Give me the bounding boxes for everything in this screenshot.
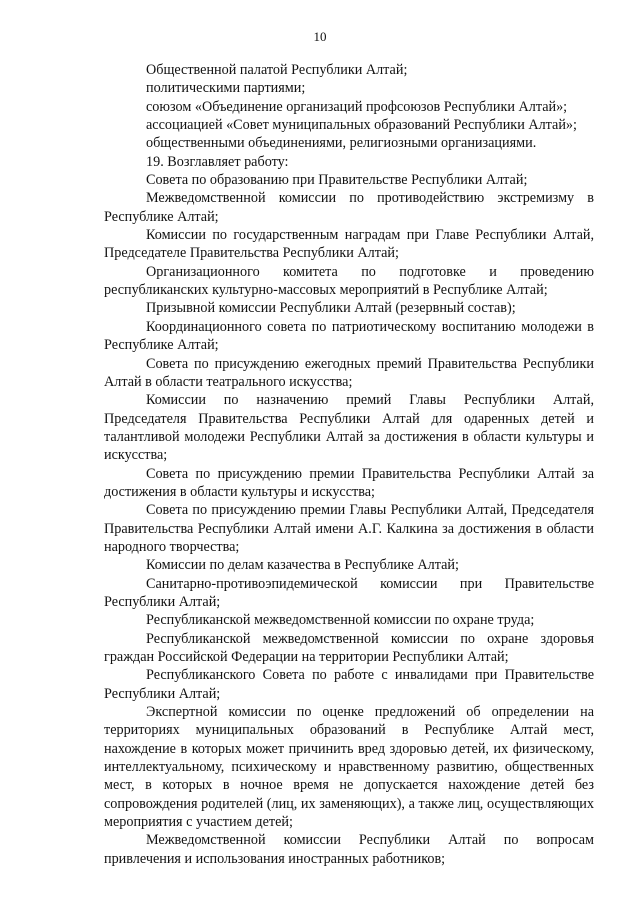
paragraph: Межведомственной комиссии по противодействию экстремизму в Республике Алтай;	[104, 190, 594, 225]
paragraph: Республиканского Совета по работе с инвалидами при Правительстве Республики Алтай;	[104, 667, 594, 702]
paragraph: Координационного совета по патриотическому воспитанию молодежи в Республике Алтай;	[104, 318, 594, 354]
paragraph: Организационного комитета по подготовке и проведению республиканских культурно-массовых мероприятий в Республике Алтай;	[104, 263, 594, 299]
paragraph: Комиссии по назначению премий Главы Республики Алтай, Председателя Правительства Республики Алтай для одаренных детей и талантливой молодежи Республики Алтай за достижения в области культуры и искусства;	[104, 392, 594, 464]
paragraph: Экспертной комиссии по оценке предложений об определении на территориях муниципальных образований в Республике Алтай мест, нахождение в которых может причинить вред здоровью детей, их физическому, интеллектуальному, психическому и нравственному развитию, общественных мест, в которых в ночное время не допускается нахождение детей без сопровождения родителей (лиц, их заменяющих), а также лиц, осуществляющих мероприятия с участием детей;	[104, 704, 594, 831]
paragraph: Республиканской межведомственной комиссии по охране здоровья граждан Российской Федерации на территории Республики Алтай;	[104, 630, 594, 665]
paragraph: Совета по образованию при Правительстве Республики Алтай;	[146, 172, 528, 189]
paragraph: политическими партиями;	[146, 80, 306, 97]
section-heading: 19. Возглавляет работу:	[146, 153, 289, 170]
paragraph: общественными объединениями, религиозными организациями.	[146, 135, 537, 152]
page-number: 10	[313, 29, 327, 44]
paragraph: Совета по присуждению премии Главы Республики Алтай, Председателя Правительства Республики Алтай имени А.Г. Калкина за достижения в области народного творчества;	[104, 502, 594, 555]
paragraph: Республиканской межведомственной комиссии по охране труда;	[146, 612, 535, 629]
paragraph: Санитарно-противоэпидемической комиссии при Правительстве Республики Алтай;	[104, 575, 594, 610]
paragraph: Комиссии по государственным наградам при Главе Республики Алтай, Председателе Правительства Республики Алтай;	[104, 227, 594, 262]
document-body	[104, 61, 594, 868]
paragraph: Призывной комиссии Республики Алтай (резервный состав);	[146, 300, 516, 317]
paragraph: Совета по присуждению премии Правительства Республики Алтай за достижения в области культуры и искусства;	[104, 465, 594, 500]
paragraph: Межведомственной комиссии Республики Алтай по вопросам привлечения и использования иностранных работников;	[104, 832, 594, 867]
paragraph: ассоциацией «Совет муниципальных образований Республики Алтай»;	[146, 117, 577, 134]
paragraph: Общественной палатой Республики Алтай;	[146, 62, 408, 78]
paragraph: союзом «Объединение организаций профсоюзов Республики Алтай»;	[146, 98, 568, 115]
paragraph: Комиссии по делам казачества в Республике Алтай;	[146, 557, 459, 574]
paragraph: Совета по присуждению ежегодных премий Правительства Республики Алтай в области театрального искусства;	[104, 355, 594, 390]
